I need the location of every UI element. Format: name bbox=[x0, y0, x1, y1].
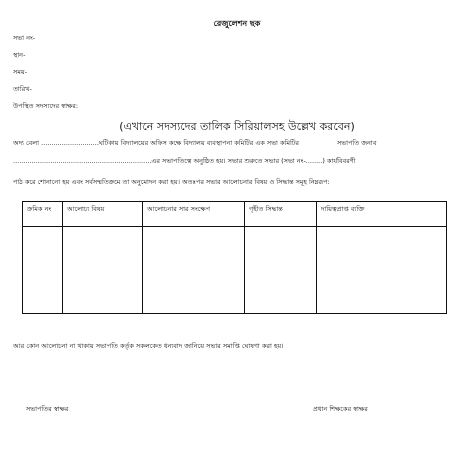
paragraph-line-1-mid: ............................ঘটিকায় বিদ্যালয়ের অফিস কক্ষে বিদ্যালয় ব্যবস্থাপনা কমিটির এক সভা কমিটির bbox=[41, 139, 299, 147]
table-cell[interactable] bbox=[143, 227, 245, 314]
table-cell[interactable] bbox=[317, 227, 447, 314]
col-header-agenda: আলোচ্য বিষয় bbox=[63, 202, 143, 227]
col-header-decision: গৃহীত সিদ্ধান্ত bbox=[245, 202, 317, 227]
resolution-table bbox=[22, 201, 447, 314]
table-cell[interactable] bbox=[245, 227, 317, 314]
table-header-row bbox=[23, 202, 447, 227]
document-title: রেজুলেশন ছক bbox=[213, 19, 261, 28]
table-row bbox=[23, 227, 447, 314]
field-attendee-signatures: উপস্থিত সদস্যদের স্বাক্ষর: bbox=[13, 102, 79, 110]
field-venue: স্থান- bbox=[13, 51, 26, 59]
head-teacher-signature-label: প্রধান শিক্ষকের স্বাক্ষর bbox=[313, 405, 368, 413]
attendee-list-instruction: (এখানে সদস্যদের তালিক সিরিয়ালসহ উল্লেখ করবেন) bbox=[119, 120, 355, 133]
closing-statement: আর কোন আলোচনা না থাকায় সভাপতি কর্তৃক সকলকেত ধন্যবাদ জানিয়ে সভার সমাপ্তি ঘোষণা করা হয়। bbox=[13, 342, 284, 350]
field-meeting-number: সভা নং- bbox=[13, 34, 36, 42]
table-cell[interactable] bbox=[63, 227, 143, 314]
col-header-serial: ক্রমিক নং bbox=[23, 202, 63, 227]
paragraph-line-1-start: অদ্য বেলা bbox=[13, 139, 39, 147]
president-signature-label: সভাপতির স্বাক্ষর bbox=[26, 405, 69, 413]
field-time: সময়- bbox=[13, 68, 28, 76]
paragraph-line-2: ...................................................................এর সভাপতিত্বে অনুষ্ঠিত হয়। সভার শুরুতে সভার (সভা নং-........) কার্যবিবরণী bbox=[13, 157, 356, 165]
paragraph-line-1 bbox=[13, 138, 376, 149]
paragraph-line-1-end: সভাপতি জনাব bbox=[337, 139, 377, 147]
col-header-discussion-summary: আলোচনার সার সংক্ষেপ bbox=[143, 202, 245, 227]
col-header-responsible-person: দায়িত্বপ্রাপ্ত ব্যক্তি bbox=[317, 202, 447, 227]
field-date: তারিখ- bbox=[13, 85, 32, 93]
paragraph-line-3: পাঠ করে শোনানো হয় এবং সর্বসম্মতিক্রমে তা অনুমোদন করা হয়। অতঃপর সভার আলোচনার বিষয় ও সিদ্ধান্ত সমূহ নিম্নরূপ: bbox=[13, 178, 330, 186]
table-cell[interactable] bbox=[23, 227, 63, 314]
